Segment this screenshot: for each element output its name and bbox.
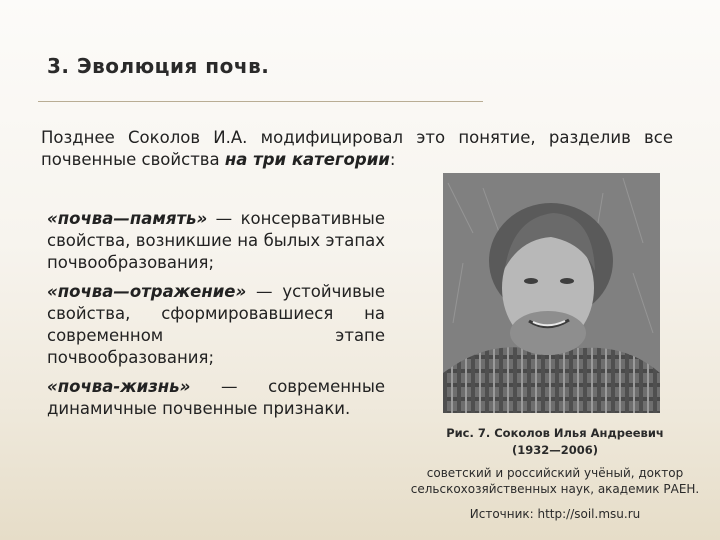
intro-emphasis: на три категории — [224, 150, 390, 169]
category-description: — современные динамичные почвенные признаки. — [47, 377, 385, 418]
caption-name — [400, 425, 710, 459]
portrait-photo — [443, 173, 660, 413]
caption-name-text: Рис. 7. Соколов Илья Андреевич — [446, 426, 664, 440]
category-item — [47, 376, 385, 420]
category-term: «почва—отражение» — [47, 282, 247, 301]
portrait-illustration — [443, 173, 660, 413]
category-item — [47, 281, 385, 369]
category-description: — устойчивые свойства, сформировавшиеся на современном этапе почвообразования; — [47, 282, 385, 367]
category-term: «почва-жизнь» — [47, 377, 191, 396]
intro-text: Позднее Соколов И.А. модифицировал это понятие, разделив все почвенные свойства — [41, 128, 673, 169]
caption-source: Источник: http://soil.msu.ru — [469, 507, 641, 521]
title-divider — [38, 101, 483, 102]
intro-colon: : — [389, 150, 396, 169]
intro-paragraph — [41, 127, 673, 171]
category-item — [47, 208, 385, 274]
caption-description: советский и российский учёный, доктор сельскохозяйственных наук, академик РАЕН. — [410, 466, 700, 496]
category-list — [47, 208, 385, 427]
slide-title: 3. Эволюция почв. — [47, 54, 270, 78]
photo-caption — [400, 425, 710, 522]
caption-years: (1932—2006) — [511, 443, 599, 457]
category-description: — консервативные свойства, возникшие на былых этапах почвообразования; — [47, 209, 385, 272]
category-term: «почва—память» — [47, 209, 208, 228]
